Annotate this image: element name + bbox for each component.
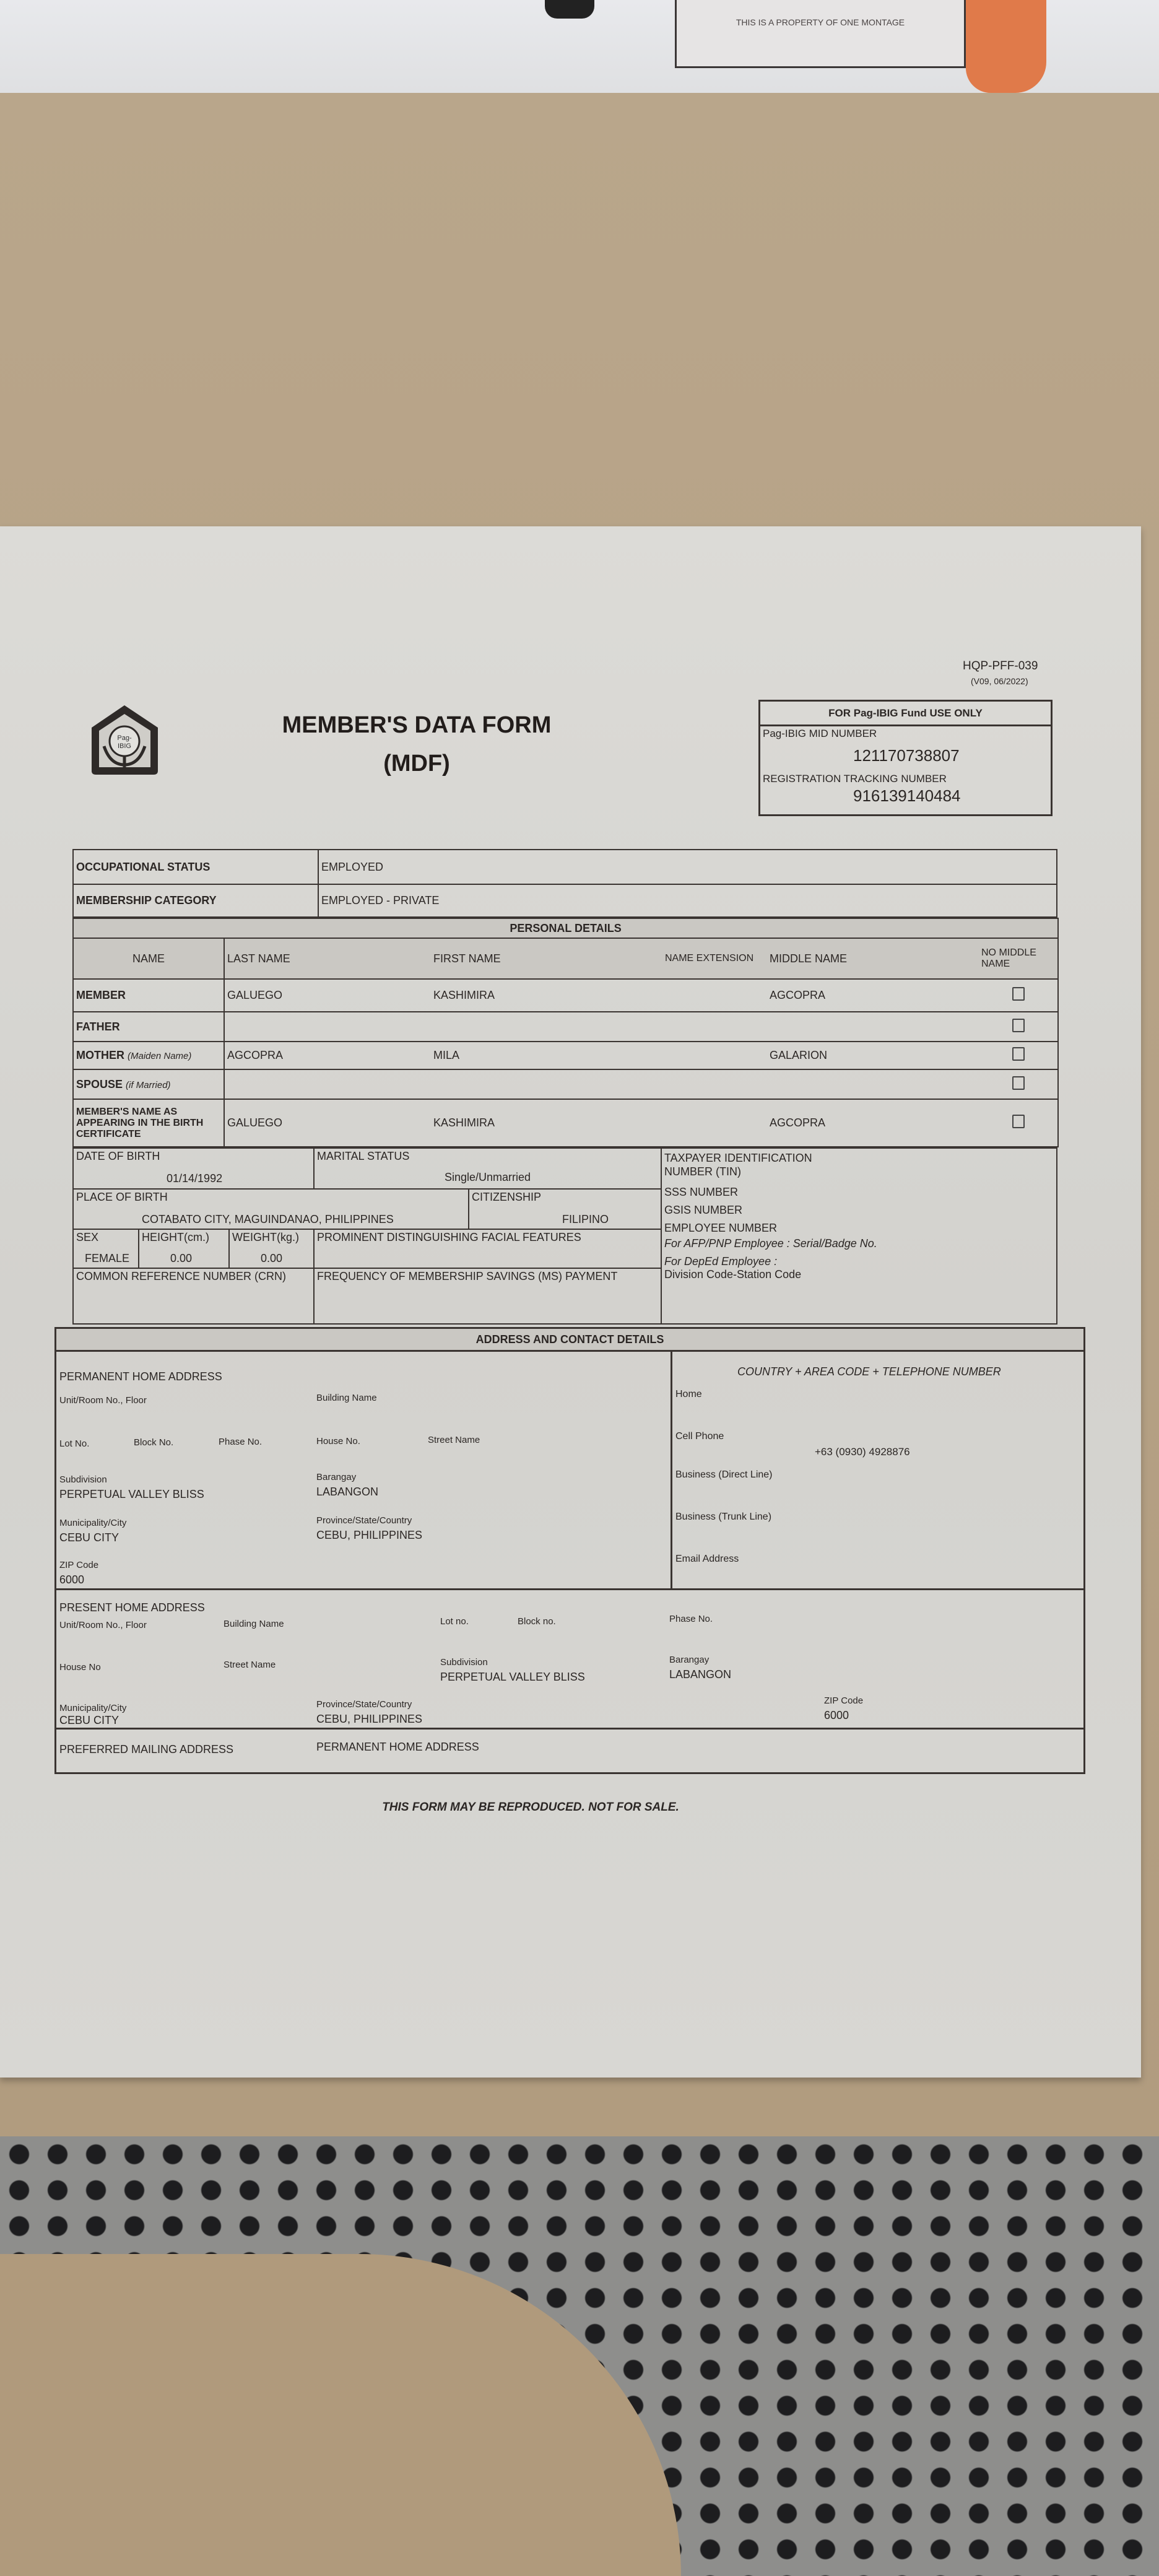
street-label: Street Name (428, 1435, 480, 1445)
last-name-cell: AGCOPRA (224, 1042, 431, 1069)
home-phone-label: Home (675, 1389, 702, 1399)
row-label: MEMBER (73, 979, 224, 1012)
barangay-label: Barangay (669, 1655, 710, 1665)
member-data-form-document (0, 526, 1141, 2078)
last-name-cell (224, 1069, 431, 1099)
status-table (72, 849, 1057, 918)
subdivision-label: Subdivision (440, 1657, 488, 1668)
personal-section (72, 849, 1057, 1325)
citizenship-value: FILIPINO (562, 1213, 609, 1225)
id-numbers-cell (661, 1147, 1057, 1325)
weight-label: WEIGHT(kg.) (232, 1231, 299, 1243)
preferred-mailing-value: PERMANENT HOME ADDRESS (316, 1741, 479, 1753)
lot-label: Lot No. (59, 1438, 90, 1449)
barangay-label: Barangay (316, 1472, 357, 1482)
address-section (54, 1327, 1085, 1774)
deped-label: For DepEd Employee : (664, 1255, 778, 1268)
marital-status-cell (313, 1147, 662, 1190)
fund-use-only-box (758, 700, 1053, 816)
rtn-value: 916139140484 (853, 786, 961, 805)
phase-label: Phase No. (219, 1437, 263, 1447)
place-of-birth-cell (72, 1188, 469, 1230)
present-address-block (56, 1590, 1083, 1730)
membership-category-label: MEMBERSHIP CATEGORY (73, 884, 318, 917)
mid-number-label: Pag-IBIG MID NUMBER (763, 728, 877, 739)
pag-ibig-logo (85, 703, 164, 775)
occupational-status-value: EMPLOYED (318, 850, 1057, 884)
divider (671, 1352, 672, 1588)
row-label: MOTHER (76, 1049, 124, 1061)
subdivision-value: PERPETUAL VALLEY BLISS (59, 1488, 204, 1500)
first-name-cell: KASHIMIRA (431, 1099, 662, 1147)
svg-text:Pag-: Pag- (117, 734, 132, 742)
svg-text:IBIG: IBIG (117, 742, 132, 750)
no-middle-name-checkbox[interactable] (1012, 1115, 1025, 1128)
phase-label: Phase No. (669, 1614, 713, 1624)
subdivision-label: Subdivision (59, 1474, 107, 1485)
middle-name-cell: AGCOPRA (767, 979, 979, 1012)
province-value: CEBU, PHILIPPINES (316, 1713, 423, 1725)
citizenship-cell (468, 1188, 662, 1230)
id-card-text: THIS IS A PROPERTY OF ONE MONTAGE (736, 17, 905, 27)
dob-label: DATE OF BIRTH (76, 1150, 160, 1162)
city-label: Municipality/City (59, 1518, 127, 1528)
membership-category-value: EMPLOYED - PRIVATE (318, 884, 1057, 917)
first-name-cell: KASHIMIRA (431, 979, 662, 1012)
col-name: NAME (73, 938, 224, 979)
row-note: (if Married) (126, 1079, 171, 1090)
marital-status-value: Single/Unmarried (445, 1171, 531, 1183)
afp-pnp-label: For AFP/PNP Employee : Serial/Badge No. (664, 1237, 877, 1250)
sex-value: FEMALE (85, 1252, 130, 1264)
province-label: Province/State/Country (316, 1699, 412, 1710)
facial-features-label: PROMINENT DISTINGUISHING FACIAL FEATURES (317, 1231, 581, 1243)
table-row-father (73, 1012, 1058, 1042)
building-label: Building Name (224, 1619, 284, 1629)
extension-cell (662, 1012, 767, 1042)
background-object (545, 0, 594, 19)
first-name-cell (431, 1069, 662, 1099)
last-name-cell: GALUEGO (224, 979, 431, 1012)
extension-cell (662, 979, 767, 1012)
business-trunk-label: Business (Trunk Line) (675, 1512, 772, 1522)
house-label: House No. (316, 1436, 360, 1447)
background-lanyard (966, 0, 1046, 93)
division-station-code-label: Division Code-Station Code (664, 1268, 802, 1281)
permanent-address-block (56, 1352, 1083, 1590)
middle-name-cell: AGCOPRA (767, 1099, 979, 1147)
marital-status-label: MARITAL STATUS (317, 1150, 410, 1162)
no-middle-name-checkbox[interactable] (1012, 1076, 1025, 1090)
no-middle-name-checkbox[interactable] (1012, 1047, 1025, 1061)
form-code: HQP-PFF-039 (963, 659, 1038, 672)
table-row-mother (73, 1042, 1058, 1069)
contact-header: COUNTRY + AREA CODE + TELEPHONE NUMBER (737, 1365, 1001, 1378)
personal-details-header: PERSONAL DETAILS (73, 918, 1058, 938)
pob-label: PLACE OF BIRTH (76, 1191, 168, 1203)
unit-label: Unit/Room No., Floor (59, 1395, 147, 1406)
barangay-value: LABANGON (316, 1486, 379, 1498)
tin-label: TAXPAYER IDENTIFICATION NUMBER (TIN) (664, 1152, 812, 1178)
dob-value: 01/14/1992 (167, 1172, 223, 1185)
form-subtitle: (MDF) (383, 751, 450, 777)
personal-info-grid (72, 1147, 1057, 1325)
block-label: Block No. (134, 1437, 174, 1448)
row-label: MEMBER'S NAME AS APPEARING IN THE BIRTH CERTIFICATE (73, 1099, 224, 1147)
ms-payment-frequency-label: FREQUENCY OF MEMBERSHIP SAVINGS (MS) PAYMENT (317, 1270, 618, 1282)
crn-label: COMMON REFERENCE NUMBER (CRN) (76, 1270, 286, 1282)
permanent-address-title: PERMANENT HOME ADDRESS (59, 1370, 222, 1383)
building-label: Building Name (316, 1393, 377, 1403)
present-address-title: PRESENT HOME ADDRESS (59, 1601, 205, 1614)
table-row-birth-certificate-name (73, 1099, 1058, 1147)
height-value: 0.00 (170, 1252, 193, 1264)
first-name-cell (431, 1012, 662, 1042)
col-no-middle-name: NO MIDDLE NAME (979, 938, 1058, 979)
height-label: HEIGHT(cm.) (142, 1231, 209, 1243)
zip-label: ZIP Code (824, 1695, 864, 1706)
unit-label: Unit/Room No., Floor (59, 1620, 147, 1630)
barangay-value: LABANGON (669, 1668, 732, 1681)
table-row-spouse (73, 1069, 1058, 1099)
middle-name-cell: GALARION (767, 1042, 979, 1069)
facial-features-cell (313, 1229, 662, 1269)
mid-number-value: 121170738807 (853, 746, 960, 765)
pob-value: COTABATO CITY, MAGUINDANAO, PHILIPPINES (142, 1213, 394, 1225)
sex-label: SEX (76, 1231, 99, 1243)
street-label: Street Name (224, 1660, 276, 1670)
row-label: FATHER (73, 1012, 224, 1042)
no-middle-name-checkbox[interactable] (1012, 987, 1025, 1001)
names-table (72, 918, 1059, 1147)
middle-name-cell (767, 1012, 979, 1042)
citizenship-label: CITIZENSHIP (472, 1191, 542, 1203)
cell-phone-label: Cell Phone (675, 1431, 724, 1442)
weight-cell (228, 1229, 315, 1269)
zip-label: ZIP Code (59, 1560, 99, 1570)
zip-value: 6000 (59, 1573, 85, 1586)
sex-cell (72, 1229, 139, 1269)
house-label: House No (59, 1662, 101, 1673)
gsis-label: GSIS NUMBER (664, 1204, 743, 1216)
last-name-cell: GALUEGO (224, 1099, 431, 1147)
city-label: Municipality/City (59, 1703, 127, 1713)
sss-label: SSS NUMBER (664, 1186, 739, 1198)
block-label: Block no. (518, 1616, 556, 1627)
last-name-cell (224, 1012, 431, 1042)
lot-label: Lot no. (440, 1616, 469, 1627)
extension-cell (662, 1069, 767, 1099)
rtn-label: REGISTRATION TRACKING NUMBER (763, 773, 947, 785)
row-label: SPOUSE (76, 1077, 123, 1090)
fund-box-header: FOR Pag-IBIG Fund USE ONLY (760, 702, 1051, 726)
ms-payment-frequency-cell (313, 1268, 662, 1325)
weight-value: 0.00 (261, 1252, 283, 1264)
col-first-name: FIRST NAME (431, 938, 662, 979)
form-title: MEMBER'S DATA FORM (282, 712, 552, 738)
province-label: Province/State/Country (316, 1515, 412, 1526)
table-row-member (73, 979, 1058, 1012)
no-middle-name-checkbox[interactable] (1012, 1019, 1025, 1032)
form-footer: THIS FORM MAY BE REPRODUCED. NOT FOR SALE. (382, 1801, 679, 1814)
employee-number-label: EMPLOYEE NUMBER (664, 1222, 778, 1234)
extension-cell (662, 1042, 767, 1069)
business-direct-label: Business (Direct Line) (675, 1469, 773, 1480)
col-name-extension: NAME EXTENSION (662, 938, 767, 979)
city-value: CEBU CITY (59, 1714, 119, 1726)
col-middle-name: MIDDLE NAME (767, 938, 979, 979)
occupational-status-label: OCCUPATIONAL STATUS (73, 850, 318, 884)
dob-cell (72, 1147, 315, 1190)
address-header: ADDRESS AND CONTACT DETAILS (56, 1329, 1083, 1352)
extension-cell (662, 1099, 767, 1147)
crn-cell (72, 1268, 315, 1325)
email-label: Email Address (675, 1554, 739, 1564)
province-value: CEBU, PHILIPPINES (316, 1529, 423, 1541)
cell-phone-value: +63 (0930) 4928876 (815, 1446, 910, 1458)
height-cell (138, 1229, 230, 1269)
city-value: CEBU CITY (59, 1531, 119, 1544)
background-id-card (675, 0, 966, 68)
row-note: (Maiden Name) (128, 1051, 192, 1061)
first-name-cell: MILA (431, 1042, 662, 1069)
col-last-name: LAST NAME (224, 938, 431, 979)
preferred-mailing-block (56, 1730, 1083, 1773)
subdivision-value: PERPETUAL VALLEY BLISS (440, 1671, 585, 1683)
preferred-mailing-label: PREFERRED MAILING ADDRESS (59, 1743, 234, 1756)
middle-name-cell (767, 1069, 979, 1099)
zip-value: 6000 (824, 1709, 849, 1721)
form-version: (V09, 06/2022) (971, 676, 1028, 686)
